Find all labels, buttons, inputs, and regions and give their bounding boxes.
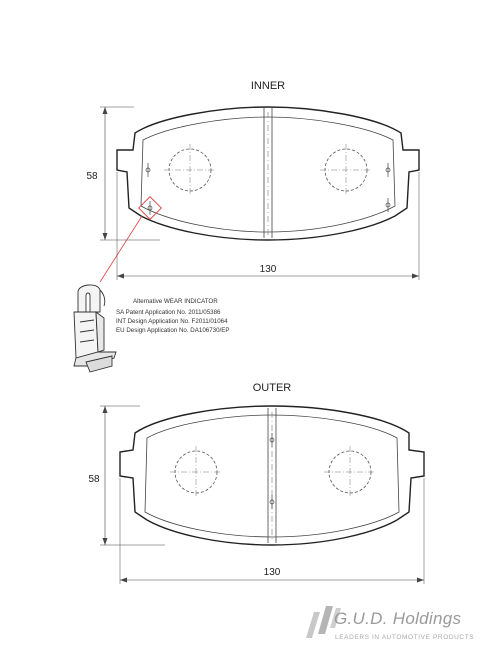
- wear-note-line: EU Design Application No. DA106730/EP: [116, 327, 230, 334]
- inner-piston-right: [320, 144, 372, 196]
- wear-indicator-leader: [100, 216, 142, 282]
- inner-width-label: 130: [259, 264, 277, 275]
- outer-width-label: 130: [263, 567, 281, 578]
- outer-piston-right: [324, 446, 376, 498]
- outer-height-label: 58: [88, 474, 100, 485]
- outer-pin-markers: [270, 433, 274, 509]
- outer-piston-left: [170, 446, 222, 498]
- wear-note-line: SA Patent Application No. 2011/05386: [116, 309, 221, 316]
- logo-tagline: LEADERS IN AUTOMOTIVE PRODUCTS: [335, 634, 475, 641]
- inner-height-label: 58: [86, 171, 98, 182]
- inner-view: [86, 80, 419, 282]
- gud-holdings-logo: [306, 606, 474, 641]
- wear-indicator-note: [116, 298, 230, 334]
- outer-view: [88, 382, 424, 584]
- inner-title: INNER: [250, 80, 286, 92]
- outer-title: OUTER: [252, 382, 292, 394]
- outer-height-dimension: [88, 406, 165, 545]
- wear-indicator-clip: [74, 285, 116, 372]
- inner-piston-left: [164, 144, 216, 196]
- wear-note-line: Alternative WEAR INDICATOR: [133, 298, 218, 305]
- logo-name: G.U.D. Holdings: [334, 609, 462, 628]
- wear-note-line: INT Design Application No. F2011/01064: [116, 318, 228, 325]
